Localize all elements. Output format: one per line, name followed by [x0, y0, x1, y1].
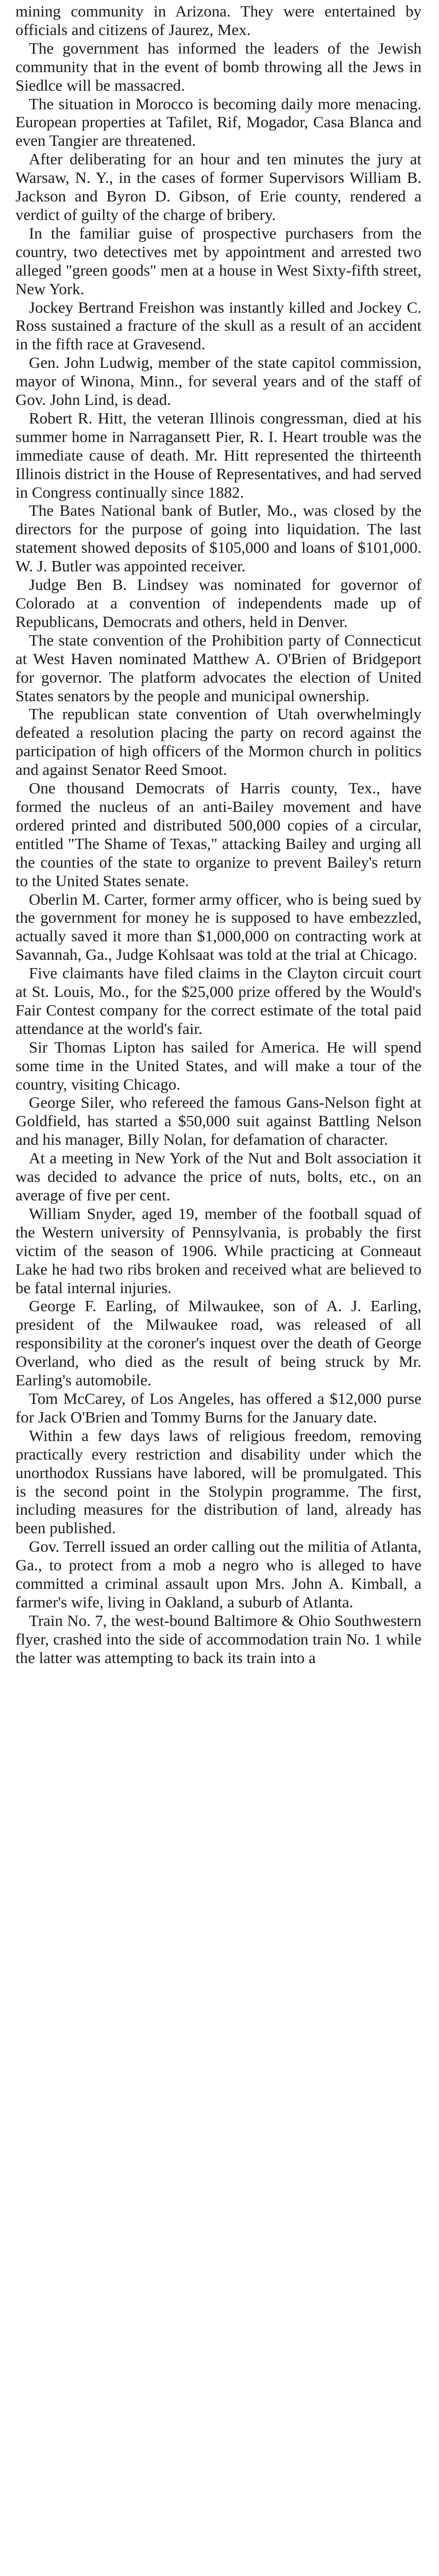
- article-paragraph: mining community in Arizona. They were entertained by officials and citizens of Jaurez, Mex.: [15, 2, 421, 39]
- article-paragraph: Oberlin M. Carter, former army officer, who is being sued by the government for money he is supposed to have embezzled, actually saved it more than $1,000,000 on contracting work at Savannah, Ga., Judge Kohlsaat was told at the trial at Chicago.: [15, 890, 421, 964]
- article-paragraph: Tom McCarey, of Los Angeles, has offered a $12,000 purse for Jack O'Brien and Tommy Burns for the January date.: [15, 1389, 421, 1426]
- article-paragraph: William Snyder, aged 19, member of the football squad of the Western university of Pennsylvania, is probably the first victim of the season of 1906. While practicing at Conneaut Lake he had two ribs broken and received what are believed to be fatal internal injuries.: [15, 1204, 421, 1297]
- article-paragraph: Five claimants have filed claims in the Clayton circuit court at St. Louis, Mo., for the $25,000 prize offered by the Would's Fair Contest company for the correct estimate of the total paid attendance at the world's fair.: [15, 964, 421, 1038]
- article-paragraph: After deliberating for an hour and ten minutes the jury at Warsaw, N. Y., in the cases of former Supervisors William B. Jackson and Byron D. Gibson, of Erie county, rendered a verdict of guilty of the charge of bribery.: [15, 150, 421, 224]
- article-paragraph: Robert R. Hitt, the veteran Illinois congressman, died at his summer home in Narragansett Pier, R. I. Heart trouble was the immediate cause of death. Mr. Hitt represented the thirteenth Illinois district in the House of Representatives, and had served in Congress continually since 1882.: [15, 409, 421, 501]
- article-paragraph: The government has informed the leaders of the Jewish community that in the event of bomb throwing all the Jews in Siedlce will be massacred.: [15, 39, 421, 94]
- article-paragraph: Gen. John Ludwig, member of the state capitol commission, mayor of Winona, Minn., for several years and of the staff of Gov. John Lind, is dead.: [15, 353, 421, 409]
- article-paragraph: One thousand Democrats of Harris county, Tex., have formed the nucleus of an anti-Bailey movement and have ordered printed and distributed 500,000 copies of a circular, entitled "The Shame of Texas," attacking Bailey and urging all the counties of the state to organize to prevent Bailey's return to the United States senate.: [15, 779, 421, 890]
- article-paragraph: Jockey Bertrand Freishon was instantly killed and Jockey C. Ross sustained a fracture of the skull as a result of an accident in the fifth race at Gravesend.: [15, 298, 421, 353]
- article-paragraph: Judge Ben B. Lindsey was nominated for governor of Colorado at a convention of independents made up of Republicans, Democrats and others, held in Denver.: [15, 575, 421, 631]
- article-paragraph: The republican state convention of Utah overwhelmingly defeated a resolution placing the party on record against the participation of high officers of the Mormon church in politics and against Senator Reed Smoot.: [15, 705, 421, 779]
- article-paragraph: At a meeting in New York of the Nut and Bolt association it was decided to advance the price of nuts, bolts, etc., on an average of five per cent.: [15, 1149, 421, 1204]
- article-paragraph: Within a few days laws of religious freedom, removing practically every restriction and disability under which the unorthodox Russians have labored, will be promulgated. This is the second point in the Stolypin programme. The first, including measures for the distribution of land, already has been published.: [15, 1426, 421, 1537]
- article-paragraph: The Bates National bank of Butler, Mo., was closed by the directors for the purpose of going into liquidation. The last statement showed deposits of $105,000 and loans of $101,000. W. J. Butler was appointed receiver.: [15, 501, 421, 575]
- article-paragraph: George F. Earling, of Milwaukee, son of A. J. Earling, president of the Milwaukee road, was released of all responsibility at the coroner's inquest over the death of George Overland, who died as the result of being struck by Mr. Earling's automobile.: [15, 1297, 421, 1389]
- article-paragraph: The state convention of the Prohibition party of Connecticut at West Haven nominated Matthew A. O'Brien of Bridgeport for governor. The platform advocates the election of United States senators by the people and municipal ownership.: [15, 631, 421, 705]
- article-paragraph: In the familiar guise of prospective purchasers from the country, two detectives met by appointment and arrested two alleged "green goods" men at a house in West Sixty-fifth street, New York.: [15, 224, 421, 298]
- article-paragraph: George Siler, who refereed the famous Gans-Nelson fight at Goldfield, has started a $50,000 suit against Battling Nelson and his manager, Billy Nolan, for defamation of character.: [15, 1093, 421, 1149]
- article-paragraph: The situation in Morocco is becoming daily more menacing. European properties at Tafilet, Rif, Mogador, Casa Blanca and even Tangier are threatened.: [15, 94, 421, 150]
- article-paragraph: Sir Thomas Lipton has sailed for America. He will spend some time in the United States, and will make a tour of the country, visiting Chicago.: [15, 1038, 421, 1093]
- article-paragraph: Gov. Terrell issued an order calling out the militia of Atlanta, Ga., to protect from a mob a negro who is alleged to have committed a criminal assault upon Mrs. John A. Kimball, a farmer's wife, living in Oakland, a suburb of Atlanta.: [15, 1537, 421, 1611]
- article-paragraph: Train No. 7, the west-bound Baltimore & Ohio Southwestern flyer, crashed into the side of accommodation train No. 1 while the latter was attempting to back its train into a: [15, 1611, 421, 1667]
